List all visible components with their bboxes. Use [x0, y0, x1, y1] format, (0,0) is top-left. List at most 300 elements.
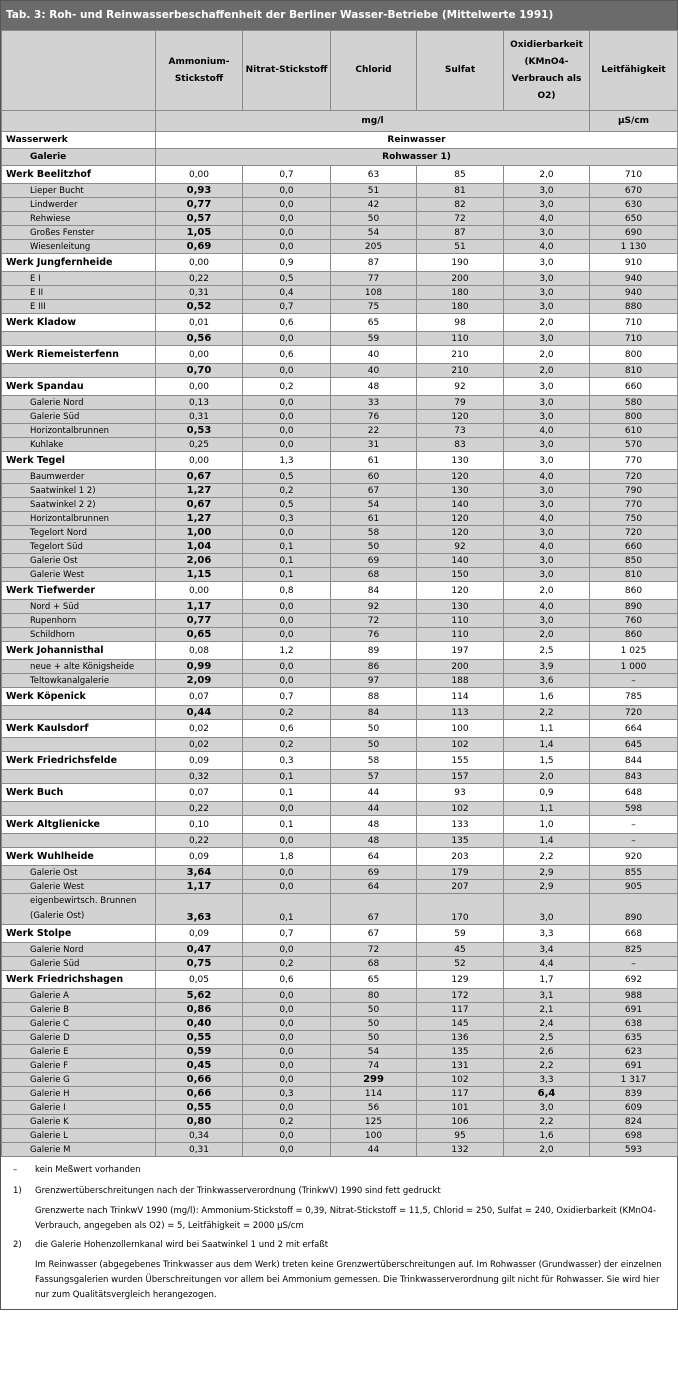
- cell-ammonium: 0,08: [156, 642, 243, 660]
- cell-nitrat: 0,9: [243, 254, 331, 272]
- cell-nitrat: 0,7: [243, 300, 331, 314]
- cell-oxidierbarkeit: 3,0: [504, 396, 590, 410]
- cell-sulfat: 140: [417, 498, 504, 512]
- galerie-name: E II: [2, 286, 156, 300]
- cell-oxidierbarkeit: 1,0: [504, 816, 590, 834]
- cell-nitrat: 0,0: [243, 240, 331, 254]
- galerie-name: Lindwerder: [2, 198, 156, 212]
- table-row-werk: [2, 314, 678, 332]
- galerie-name: Galerie I: [2, 1101, 156, 1115]
- cell-leitfaehigkeit: 940: [590, 272, 678, 286]
- cell-sulfat: 210: [417, 346, 504, 364]
- cell-leitfaehigkeit: 810: [590, 364, 678, 378]
- galerie-name: Tegelort Nord: [2, 526, 156, 540]
- cell-nitrat: 0,7: [243, 688, 331, 706]
- werk-name: Werk Altglienicke: [2, 816, 156, 834]
- label-galerie: Galerie: [2, 149, 156, 166]
- cell-chlorid: 59: [331, 332, 417, 346]
- cell-leitfaehigkeit: 1 317: [590, 1073, 678, 1087]
- cell-sulfat: 52: [417, 957, 504, 971]
- cell-ammonium: 0,55: [156, 1101, 243, 1115]
- cell-leitfaehigkeit: 860: [590, 582, 678, 600]
- cell-nitrat: 0,7: [243, 925, 331, 943]
- unit-corner: [2, 111, 156, 132]
- cell-ammonium: 1,00: [156, 526, 243, 540]
- cell-ammonium: 1,17: [156, 880, 243, 894]
- galerie-name: Kuhlake: [2, 438, 156, 452]
- cell-leitfaehigkeit: 645: [590, 738, 678, 752]
- table-row-galerie: [2, 770, 678, 784]
- cell-oxidierbarkeit: 1,6: [504, 1129, 590, 1143]
- table-row-werk: [2, 254, 678, 272]
- cell-oxidierbarkeit: 3,0: [504, 484, 590, 498]
- cell-ammonium: 0,66: [156, 1087, 243, 1101]
- footnote-mark: 2): [13, 1240, 22, 1250]
- cell-oxidierbarkeit: 2,0: [504, 1143, 590, 1157]
- cell-nitrat: 0,0: [243, 410, 331, 424]
- galerie-name: Galerie E: [2, 1045, 156, 1059]
- cell-ammonium: 0,80: [156, 1115, 243, 1129]
- cell-nitrat: 0,0: [243, 1017, 331, 1031]
- galerie-name: Galerie West: [2, 568, 156, 582]
- cell-ammonium: 1,04: [156, 540, 243, 554]
- table-row-galerie: [2, 512, 678, 526]
- cell-oxidierbarkeit: 1,4: [504, 834, 590, 848]
- galerie-name: Galerie K: [2, 1115, 156, 1129]
- cell-sulfat: 188: [417, 674, 504, 688]
- cell-leitfaehigkeit: 760: [590, 614, 678, 628]
- cell-sulfat: 120: [417, 582, 504, 600]
- cell-leitfaehigkeit: –: [590, 834, 678, 848]
- galerie-name: eigenbewirtsch. Brunnen (Galerie Ost): [2, 894, 156, 925]
- galerie-name: Saatwinkel 2 2): [2, 498, 156, 512]
- unit-conductivity: µS/cm: [590, 111, 678, 132]
- cell-sulfat: 180: [417, 300, 504, 314]
- cell-chlorid: 22: [331, 424, 417, 438]
- table-row-galerie: [2, 272, 678, 286]
- cell-leitfaehigkeit: 580: [590, 396, 678, 410]
- cell-oxidierbarkeit: 3,0: [504, 498, 590, 512]
- table-row-galerie: [2, 834, 678, 848]
- cell-nitrat: 0,0: [243, 614, 331, 628]
- cell-chlorid: 67: [331, 925, 417, 943]
- galerie-name: Galerie Ost: [2, 554, 156, 568]
- table-row-galerie: [2, 1059, 678, 1073]
- col-header-leitfaehigkeit: Leitfähigkeit: [590, 31, 678, 111]
- cell-oxidierbarkeit: 2,2: [504, 1115, 590, 1129]
- table-row-werk: [2, 688, 678, 706]
- cell-oxidierbarkeit: 3,0: [504, 272, 590, 286]
- footnote-mark: –: [13, 1165, 18, 1175]
- cell-oxidierbarkeit: 2,5: [504, 1031, 590, 1045]
- table-row-galerie: [2, 1129, 678, 1143]
- cell-sulfat: 207: [417, 880, 504, 894]
- cell-chlorid: 60: [331, 470, 417, 484]
- table-row-galerie: [2, 1115, 678, 1129]
- cell-leitfaehigkeit: 698: [590, 1129, 678, 1143]
- galerie-name: Saatwinkel 1 2): [2, 484, 156, 498]
- cell-leitfaehigkeit: 905: [590, 880, 678, 894]
- footnotes: [1, 1157, 677, 1309]
- cell-nitrat: 0,0: [243, 1031, 331, 1045]
- cell-nitrat: 0,0: [243, 198, 331, 212]
- cell-sulfat: 110: [417, 332, 504, 346]
- cell-chlorid: 61: [331, 512, 417, 526]
- table-row-werk: [2, 642, 678, 660]
- label-reinwasser: Reinwasser: [156, 132, 678, 149]
- table-row-werk: [2, 720, 678, 738]
- galerie-name: E III: [2, 300, 156, 314]
- galerie-name: Tegelort Süd: [2, 540, 156, 554]
- cell-chlorid: 89: [331, 642, 417, 660]
- cell-sulfat: 72: [417, 212, 504, 226]
- table-row-galerie: [2, 957, 678, 971]
- cell-nitrat: 0,6: [243, 971, 331, 989]
- cell-oxidierbarkeit: 3,0: [504, 894, 590, 925]
- table-row-galerie: [2, 568, 678, 582]
- cell-nitrat: 0,0: [243, 212, 331, 226]
- werk-name: Werk Köpenick: [2, 688, 156, 706]
- cell-leitfaehigkeit: 664: [590, 720, 678, 738]
- cell-leitfaehigkeit: 750: [590, 512, 678, 526]
- table-row-galerie: [2, 498, 678, 512]
- cell-oxidierbarkeit: 3,9: [504, 660, 590, 674]
- werk-name: Werk Riemeisterfenn: [2, 346, 156, 364]
- cell-leitfaehigkeit: 860: [590, 628, 678, 642]
- galerie-name: Horizontalbrunnen: [2, 512, 156, 526]
- cell-nitrat: 0,7: [243, 166, 331, 184]
- cell-chlorid: 54: [331, 1045, 417, 1059]
- cell-nitrat: 0,5: [243, 272, 331, 286]
- cell-oxidierbarkeit: 2,0: [504, 364, 590, 378]
- galerie-name: Galerie C: [2, 1017, 156, 1031]
- table-row-galerie: [2, 894, 678, 925]
- galerie-name: Horizontalbrunnen: [2, 424, 156, 438]
- cell-chlorid: 100: [331, 1129, 417, 1143]
- cell-oxidierbarkeit: 2,2: [504, 848, 590, 866]
- cell-ammonium: 0,22: [156, 272, 243, 286]
- cell-chlorid: 48: [331, 378, 417, 396]
- cell-chlorid: 50: [331, 738, 417, 752]
- cell-sulfat: 135: [417, 1045, 504, 1059]
- cell-oxidierbarkeit: 3,0: [504, 554, 590, 568]
- cell-ammonium: 0,53: [156, 424, 243, 438]
- cell-ammonium: 2,09: [156, 674, 243, 688]
- galerie-name: Wiesenleitung: [2, 240, 156, 254]
- cell-ammonium: 0,93: [156, 184, 243, 198]
- cell-nitrat: 0,0: [243, 600, 331, 614]
- cell-ammonium: 0,77: [156, 198, 243, 212]
- cell-oxidierbarkeit: 3,0: [504, 568, 590, 582]
- galerie-name: Galerie M: [2, 1143, 156, 1157]
- cell-oxidierbarkeit: 3,3: [504, 925, 590, 943]
- galerie-name: Galerie G: [2, 1073, 156, 1087]
- cell-chlorid: 84: [331, 582, 417, 600]
- werk-name: Werk Wuhlheide: [2, 848, 156, 866]
- cell-leitfaehigkeit: 910: [590, 254, 678, 272]
- galerie-name: Großes Fenster: [2, 226, 156, 240]
- cell-oxidierbarkeit: 4,0: [504, 512, 590, 526]
- cell-oxidierbarkeit: 3,0: [504, 332, 590, 346]
- cell-chlorid: 114: [331, 1087, 417, 1101]
- cell-leitfaehigkeit: 850: [590, 554, 678, 568]
- cell-oxidierbarkeit: 1,5: [504, 752, 590, 770]
- cell-nitrat: 0,0: [243, 184, 331, 198]
- cell-sulfat: 59: [417, 925, 504, 943]
- cell-leitfaehigkeit: 720: [590, 470, 678, 484]
- cell-chlorid: 68: [331, 957, 417, 971]
- galerie-name: Rupenhorn: [2, 614, 156, 628]
- cell-sulfat: 92: [417, 378, 504, 396]
- table-row-galerie: [2, 1087, 678, 1101]
- cell-nitrat: 0,6: [243, 314, 331, 332]
- table-row-galerie: [2, 706, 678, 720]
- cell-leitfaehigkeit: 825: [590, 943, 678, 957]
- footnote-mark: 1): [13, 1186, 22, 1196]
- cell-leitfaehigkeit: 1 000: [590, 660, 678, 674]
- cell-nitrat: 0,0: [243, 424, 331, 438]
- cell-sulfat: 130: [417, 484, 504, 498]
- cell-oxidierbarkeit: 3,0: [504, 526, 590, 540]
- cell-nitrat: 0,0: [243, 226, 331, 240]
- galerie-name: Galerie Süd: [2, 410, 156, 424]
- cell-nitrat: 0,0: [243, 1143, 331, 1157]
- table-row-galerie: [2, 1143, 678, 1157]
- cell-nitrat: 0,0: [243, 880, 331, 894]
- cell-nitrat: 0,6: [243, 720, 331, 738]
- cell-ammonium: 0,67: [156, 498, 243, 512]
- galerie-name: [2, 706, 156, 720]
- galerie-name: Galerie L: [2, 1129, 156, 1143]
- table-row-galerie: [2, 943, 678, 957]
- table-row-galerie: [2, 614, 678, 628]
- col-header-oxidierbarkeit: Oxidierbarkeit (KMnO4-Verbrauch als O2): [504, 31, 590, 111]
- cell-nitrat: 0,0: [243, 660, 331, 674]
- cell-nitrat: 0,0: [243, 1073, 331, 1087]
- cell-sulfat: 81: [417, 184, 504, 198]
- header-row: [2, 31, 678, 111]
- galerie-name: Baumwerder: [2, 470, 156, 484]
- cell-leitfaehigkeit: 692: [590, 971, 678, 989]
- table-row-werk: [2, 346, 678, 364]
- cell-ammonium: 0,00: [156, 346, 243, 364]
- cell-chlorid: 50: [331, 212, 417, 226]
- cell-oxidierbarkeit: 3,3: [504, 1073, 590, 1087]
- galerie-name: Galerie Nord: [2, 943, 156, 957]
- cell-ammonium: 0,69: [156, 240, 243, 254]
- cell-nitrat: 0,0: [243, 438, 331, 452]
- cell-nitrat: 0,3: [243, 1087, 331, 1101]
- cell-chlorid: 69: [331, 866, 417, 880]
- cell-oxidierbarkeit: 1,6: [504, 688, 590, 706]
- table-row-galerie: [2, 1003, 678, 1017]
- cell-chlorid: 63: [331, 166, 417, 184]
- cell-ammonium: 0,02: [156, 738, 243, 752]
- cell-chlorid: 58: [331, 752, 417, 770]
- cell-sulfat: 101: [417, 1101, 504, 1115]
- table-row-galerie: [2, 880, 678, 894]
- footnote-2-explanation: Im Reinwasser (abgegebenes Trinkwasser aus dem Werk) treten keine Grenzwertüberschreitungen auf. Im Rohwasser (Grundwasser) der einzelnen Fassungsgalerien wurden Überschreitungen vor allem bei Ammonium gemessen. Die Trinkwasserverordnung gilt nicht für Rohwasser. Sie wird hier nur zum Qualitätsvergleich herangezogen.: [35, 1260, 662, 1300]
- cell-ammonium: 0,09: [156, 925, 243, 943]
- cell-sulfat: 120: [417, 512, 504, 526]
- cell-oxidierbarkeit: 3,6: [504, 674, 590, 688]
- cell-sulfat: 102: [417, 802, 504, 816]
- cell-nitrat: 0,0: [243, 802, 331, 816]
- cell-sulfat: 93: [417, 784, 504, 802]
- galerie-name: [2, 834, 156, 848]
- cell-leitfaehigkeit: 800: [590, 346, 678, 364]
- table-row-galerie: [2, 332, 678, 346]
- cell-ammonium: 0,22: [156, 834, 243, 848]
- cell-ammonium: 0,02: [156, 720, 243, 738]
- table-row-werk: [2, 378, 678, 396]
- galerie-name: Galerie Süd: [2, 957, 156, 971]
- werk-name: Werk Friedrichshagen: [2, 971, 156, 989]
- cell-chlorid: 58: [331, 526, 417, 540]
- cell-leitfaehigkeit: –: [590, 957, 678, 971]
- cell-chlorid: 65: [331, 314, 417, 332]
- cell-nitrat: 0,0: [243, 674, 331, 688]
- table-row-galerie: [2, 628, 678, 642]
- galerie-name: Galerie Ost: [2, 866, 156, 880]
- cell-leitfaehigkeit: 609: [590, 1101, 678, 1115]
- cell-sulfat: 83: [417, 438, 504, 452]
- cell-sulfat: 114: [417, 688, 504, 706]
- cell-chlorid: 54: [331, 226, 417, 240]
- cell-sulfat: 110: [417, 614, 504, 628]
- cell-ammonium: 0,07: [156, 784, 243, 802]
- cell-leitfaehigkeit: –: [590, 674, 678, 688]
- cell-leitfaehigkeit: 593: [590, 1143, 678, 1157]
- cell-oxidierbarkeit: 2,0: [504, 166, 590, 184]
- cell-leitfaehigkeit: 635: [590, 1031, 678, 1045]
- cell-nitrat: 0,3: [243, 752, 331, 770]
- cell-ammonium: 0,86: [156, 1003, 243, 1017]
- cell-nitrat: 1,8: [243, 848, 331, 866]
- footnote-text: kein Meßwert vorhanden: [35, 1165, 141, 1175]
- cell-chlorid: 61: [331, 452, 417, 470]
- cell-chlorid: 64: [331, 880, 417, 894]
- cell-sulfat: 190: [417, 254, 504, 272]
- cell-sulfat: 130: [417, 452, 504, 470]
- table-row-werk: [2, 816, 678, 834]
- galerie-name: Rehwiese: [2, 212, 156, 226]
- cell-sulfat: 210: [417, 364, 504, 378]
- cell-oxidierbarkeit: 3,0: [504, 410, 590, 424]
- cell-chlorid: 80: [331, 989, 417, 1003]
- galerie-name: [2, 364, 156, 378]
- cell-ammonium: 0,59: [156, 1045, 243, 1059]
- cell-nitrat: 0,0: [243, 396, 331, 410]
- cell-sulfat: 180: [417, 286, 504, 300]
- cell-nitrat: 0,0: [243, 1059, 331, 1073]
- cell-leitfaehigkeit: 843: [590, 770, 678, 784]
- table-row-galerie: [2, 364, 678, 378]
- cell-oxidierbarkeit: 1,1: [504, 802, 590, 816]
- cell-ammonium: 0,70: [156, 364, 243, 378]
- table-row-galerie: [2, 240, 678, 254]
- table-row-galerie: [2, 286, 678, 300]
- cell-chlorid: 51: [331, 184, 417, 198]
- label-wasserwerk: Wasserwerk: [2, 132, 156, 149]
- table-row-werk: [2, 971, 678, 989]
- cell-chlorid: 56: [331, 1101, 417, 1115]
- cell-oxidierbarkeit: 3,0: [504, 226, 590, 240]
- cell-sulfat: 92: [417, 540, 504, 554]
- cell-chlorid: 67: [331, 894, 417, 925]
- cell-oxidierbarkeit: 4,0: [504, 600, 590, 614]
- cell-nitrat: 0,0: [243, 526, 331, 540]
- cell-ammonium: 1,27: [156, 512, 243, 526]
- cell-ammonium: 2,06: [156, 554, 243, 568]
- cell-chlorid: 50: [331, 1017, 417, 1031]
- cell-nitrat: 0,1: [243, 770, 331, 784]
- cell-sulfat: 85: [417, 166, 504, 184]
- cell-ammonium: 0,31: [156, 286, 243, 300]
- cell-chlorid: 48: [331, 834, 417, 848]
- werk-name: Werk Kaulsdorf: [2, 720, 156, 738]
- cell-ammonium: 0,00: [156, 582, 243, 600]
- cell-sulfat: 197: [417, 642, 504, 660]
- cell-chlorid: 67: [331, 484, 417, 498]
- galerie-name: [2, 802, 156, 816]
- cell-leitfaehigkeit: 598: [590, 802, 678, 816]
- cell-leitfaehigkeit: 690: [590, 226, 678, 240]
- footnote-text: die Galerie Hohenzollernkanal wird bei Saatwinkel 1 und 2 mit erfaßt: [35, 1240, 329, 1250]
- cell-nitrat: 0,1: [243, 816, 331, 834]
- cell-oxidierbarkeit: 1,1: [504, 720, 590, 738]
- table-row-galerie: [2, 424, 678, 438]
- table-row-galerie: [2, 212, 678, 226]
- table-title: Tab. 3: Roh- und Reinwasserbeschaffenheit der Berliner Wasser-Betriebe (Mittelwerte 1991): [1, 1, 677, 30]
- galerie-name: neue + alte Königsheide: [2, 660, 156, 674]
- cell-ammonium: 0,31: [156, 410, 243, 424]
- cell-ammonium: 0,47: [156, 943, 243, 957]
- cell-ammonium: 0,99: [156, 660, 243, 674]
- cell-nitrat: 1,2: [243, 642, 331, 660]
- cell-chlorid: 40: [331, 364, 417, 378]
- col-header-nitrat: Nitrat-Stickstoff: [243, 31, 331, 111]
- cell-leitfaehigkeit: 570: [590, 438, 678, 452]
- cell-oxidierbarkeit: 2,1: [504, 1003, 590, 1017]
- cell-leitfaehigkeit: 720: [590, 706, 678, 720]
- cell-chlorid: 40: [331, 346, 417, 364]
- cell-leitfaehigkeit: 940: [590, 286, 678, 300]
- cell-chlorid: 88: [331, 688, 417, 706]
- cell-nitrat: 0,0: [243, 1003, 331, 1017]
- cell-leitfaehigkeit: 650: [590, 212, 678, 226]
- cell-sulfat: 106: [417, 1115, 504, 1129]
- galerie-name: [2, 738, 156, 752]
- galerie-name: Galerie H: [2, 1087, 156, 1101]
- galerie-name: E I: [2, 272, 156, 286]
- cell-leitfaehigkeit: 623: [590, 1045, 678, 1059]
- cell-ammonium: 0,56: [156, 332, 243, 346]
- cell-ammonium: 0,75: [156, 957, 243, 971]
- cell-ammonium: 0,66: [156, 1073, 243, 1087]
- cell-sulfat: 79: [417, 396, 504, 410]
- cell-leitfaehigkeit: 920: [590, 848, 678, 866]
- cell-nitrat: 0,1: [243, 784, 331, 802]
- cell-sulfat: 100: [417, 720, 504, 738]
- cell-oxidierbarkeit: 4,0: [504, 240, 590, 254]
- cell-ammonium: 0,31: [156, 1143, 243, 1157]
- cell-leitfaehigkeit: 710: [590, 332, 678, 346]
- table-row-galerie: [2, 1073, 678, 1087]
- table-row-galerie: [2, 738, 678, 752]
- galerie-name: Nord + Süd: [2, 600, 156, 614]
- cell-ammonium: 0,67: [156, 470, 243, 484]
